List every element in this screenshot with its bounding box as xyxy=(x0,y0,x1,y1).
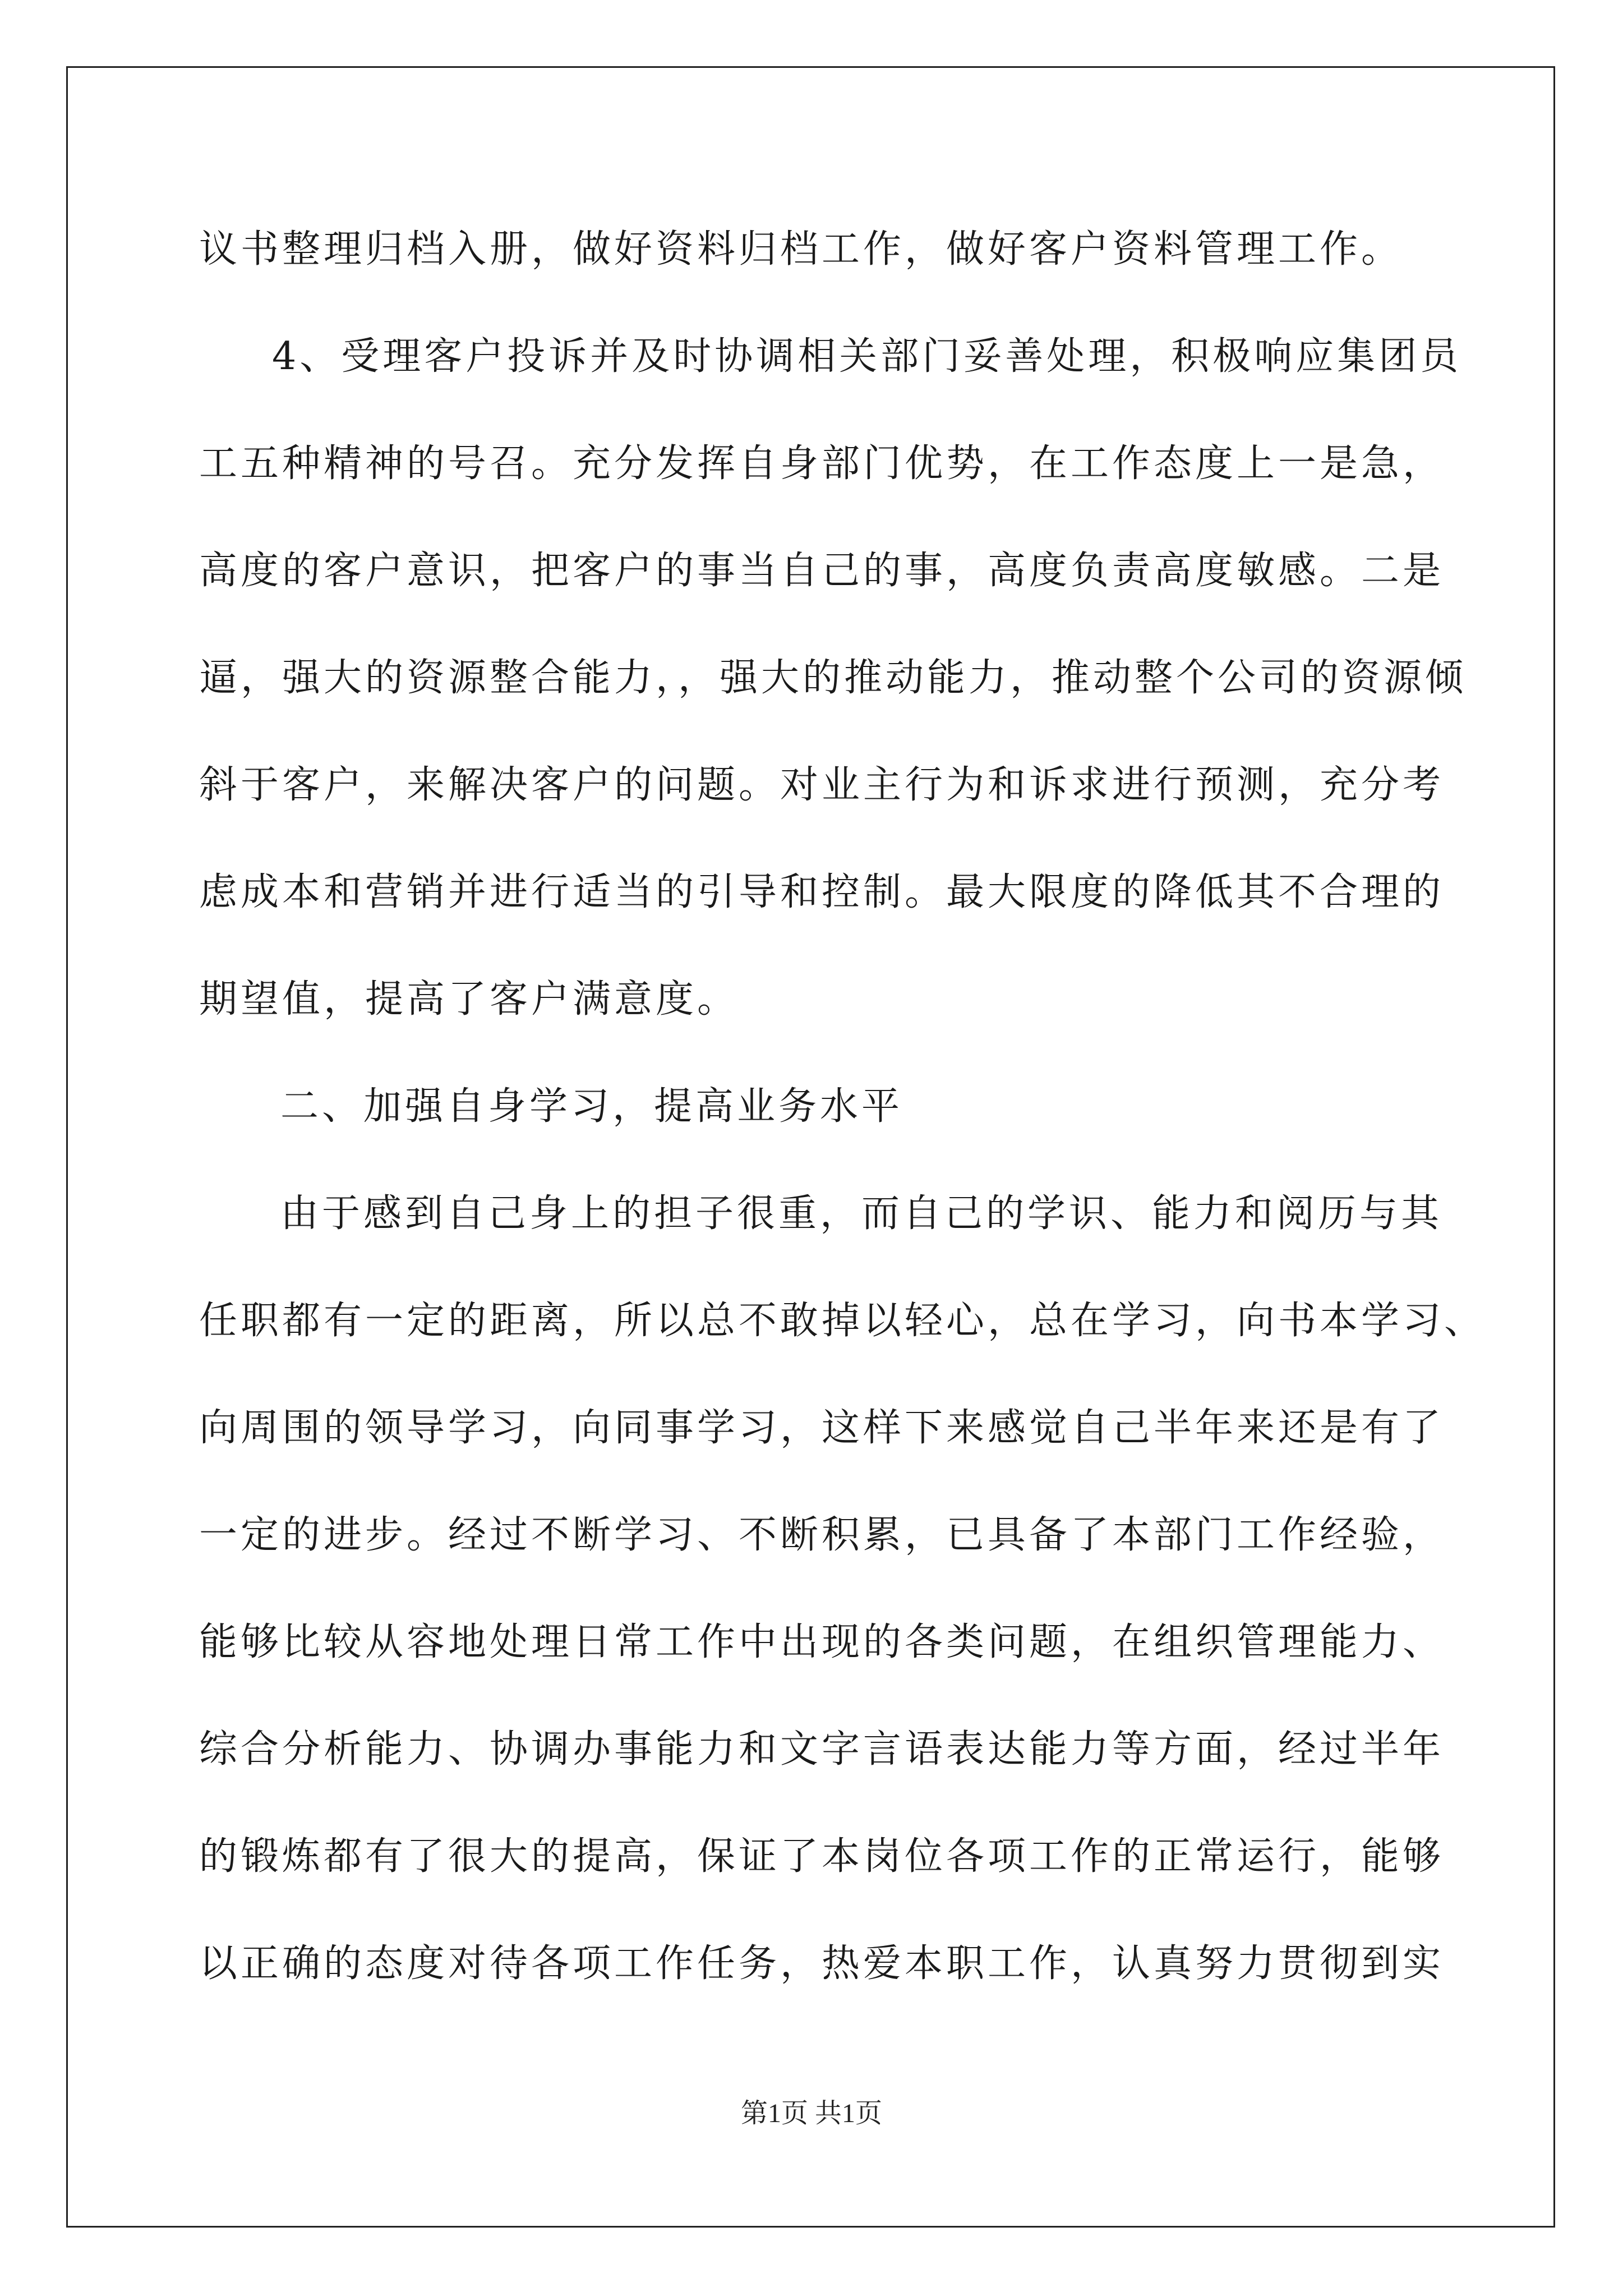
page-border xyxy=(66,66,1555,2228)
body-text-line: 议书整理归档入册，做好资料归档工作，做好客户资料管理工作。 xyxy=(199,227,1403,272)
body-text-line: 期望值，提高了客户满意度。 xyxy=(199,977,739,1022)
body-text-line: 斜于客户，来解决客户的问题。对业主行为和诉求进行预测，充分考 xyxy=(199,763,1445,807)
body-text-line: 逼，强大的资源整合能力，，强大的推动能力，推动整个公司的资源倾 xyxy=(199,656,1467,700)
body-text-line: 任职都有一定的距离，所以总不敢掉以轻心，总在学习，向书本学习、 xyxy=(199,1299,1486,1343)
body-text-line: 4、受理客户投诉并及时协调相关部门妥善处理，积极响应集团员 xyxy=(272,334,1462,379)
body-text-line: 高度的客户意识，把客户的事当自己的事，高度负责高度敏感。二是 xyxy=(199,549,1445,593)
body-text-line: 能够比较从容地处理日常工作中出现的各类问题，在组织管理能力、 xyxy=(199,1620,1445,1664)
body-text-line: 由于感到自己身上的担子很重，而自己的学识、能力和阅历与其 xyxy=(280,1191,1443,1236)
section-heading: 二、加强自身学习，提高业务水平 xyxy=(280,1084,903,1129)
body-text-line: 的锻炼都有了很大的提高，保证了本岗位各项工作的正常运行，能够 xyxy=(199,1834,1445,1879)
page-number-footer: 第1页 共1页 xyxy=(740,2099,882,2128)
body-text-line: 一定的进步。经过不断学习、不断积累，已具备了本部门工作经验， xyxy=(199,1513,1445,1557)
body-text-line: 以正确的态度对待各项工作任务，热爱本职工作，认真努力贯彻到实 xyxy=(199,1941,1445,1986)
body-text-line: 虑成本和营销并进行适当的引导和控制。最大限度的降低其不合理的 xyxy=(199,870,1445,914)
body-text-line: 综合分析能力、协调办事能力和文字言语表达能力等方面，经过半年 xyxy=(199,1727,1445,1772)
body-text-line: 向周围的领导学习，向同事学习，这样下来感觉自己半年来还是有了 xyxy=(199,1406,1445,1450)
body-text-line: 工五种精神的号召。充分发挥自身部门优势，在工作态度上一是急， xyxy=(199,441,1445,486)
